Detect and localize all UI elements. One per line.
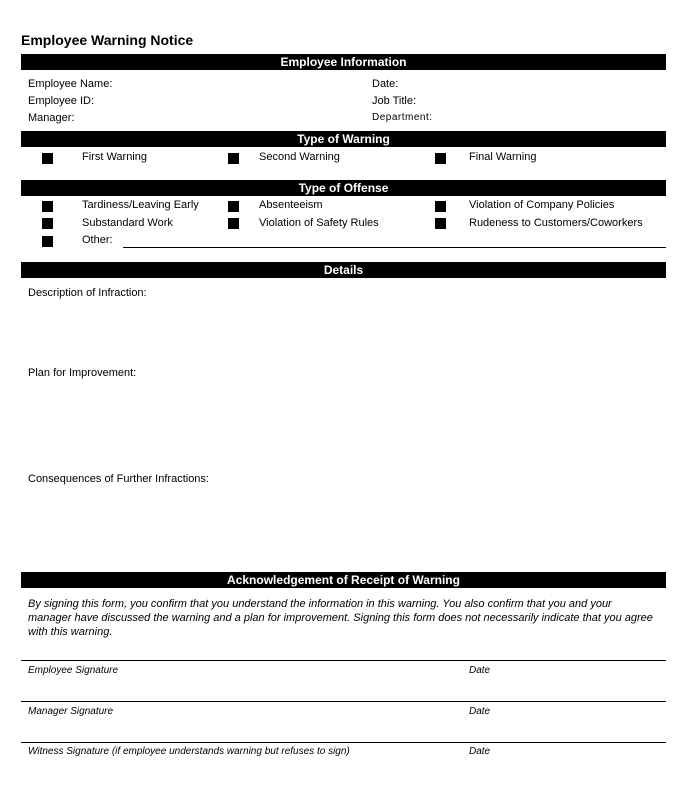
job-title-label: Job Title: <box>372 95 417 107</box>
employee-signature-line[interactable] <box>21 660 666 661</box>
tardiness-checkbox[interactable] <box>42 201 53 212</box>
absenteeism-label: Absenteeism <box>259 199 323 211</box>
offense-type-header: Type of Offense <box>21 180 666 196</box>
manager-signature-line[interactable] <box>21 701 666 702</box>
employee-signature-label: Employee Signature <box>28 665 119 676</box>
employee-id-label: Employee ID: <box>28 95 95 107</box>
absenteeism-checkbox[interactable] <box>228 201 239 212</box>
first-warning-checkbox[interactable] <box>42 153 53 164</box>
policy-violation-checkbox[interactable] <box>435 201 446 212</box>
second-warning-checkbox[interactable] <box>228 153 239 164</box>
other-input-line[interactable] <box>123 247 666 248</box>
final-warning-label: Final Warning <box>469 151 537 163</box>
description-label: Description of Infraction: <box>28 287 147 299</box>
acknowledgement-header: Acknowledgement of Receipt of Warning <box>21 572 666 588</box>
rudeness-label: Rudeness to Customers/Coworkers <box>469 217 643 229</box>
consequences-label: Consequences of Further Infractions: <box>28 473 209 485</box>
manager-label: Manager: <box>28 112 75 124</box>
witness-signature-label: Witness Signature (if employee understands warning but refuses to sign) <box>28 746 350 757</box>
manager-date-label: Date <box>469 706 491 717</box>
employee-name-label: Employee Name: <box>28 78 113 90</box>
substandard-work-checkbox[interactable] <box>42 218 53 229</box>
safety-violation-checkbox[interactable] <box>228 218 239 229</box>
date-label: Date: <box>372 78 399 90</box>
final-warning-checkbox[interactable] <box>435 153 446 164</box>
first-warning-label: First Warning <box>82 151 147 163</box>
manager-signature-label: Manager Signature <box>28 706 114 717</box>
details-header: Details <box>21 262 666 278</box>
tardiness-label: Tardiness/Leaving Early <box>82 199 199 211</box>
acknowledgement-text: By signing this form, you confirm that you understand the information in this warning. You also confirm that you and your manager have discussed the warning and a plan for improvement. Signing this form does not necessarily indicate that you agree with this warning. <box>28 598 653 638</box>
other-label: Other: <box>82 234 113 246</box>
witness-signature-line[interactable] <box>21 742 666 743</box>
witness-date-label: Date <box>469 746 491 757</box>
rudeness-checkbox[interactable] <box>435 218 446 229</box>
department-label: Department: <box>372 112 433 123</box>
safety-violation-label: Violation of Safety Rules <box>259 217 379 229</box>
second-warning-label: Second Warning <box>259 151 340 163</box>
policy-violation-label: Violation of Company Policies <box>469 199 615 211</box>
page-title: Employee Warning Notice <box>21 32 194 48</box>
other-checkbox[interactable] <box>42 236 53 247</box>
employee-info-header: Employee Information <box>21 54 666 70</box>
employee-date-label: Date <box>469 665 491 676</box>
substandard-work-label: Substandard Work <box>82 217 173 229</box>
plan-label: Plan for Improvement: <box>28 367 137 379</box>
warning-type-header: Type of Warning <box>21 131 666 147</box>
